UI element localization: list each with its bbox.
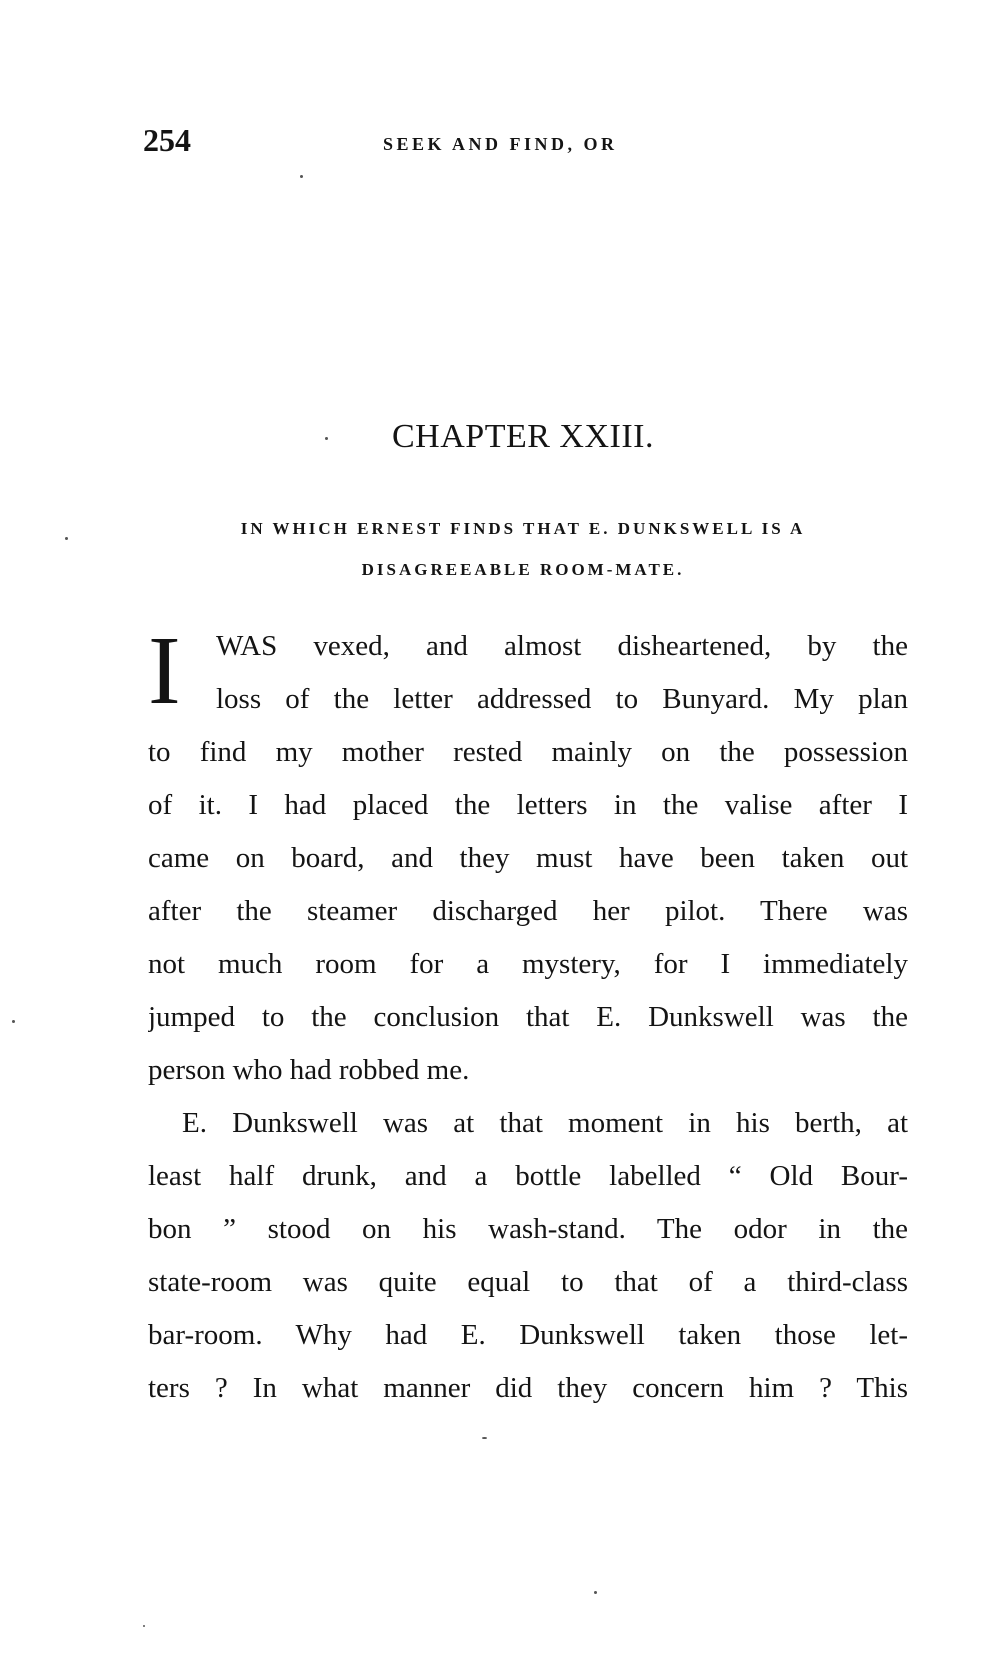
text-line: came on board, and they must have been taken out	[148, 842, 908, 874]
text-line: person who had robbed me.	[148, 1054, 470, 1086]
body-text	[148, 617, 908, 1415]
chapter-title: CHAPTER XXIII.	[392, 418, 654, 455]
text-line: ters ? In what manner did they concern him ? This	[148, 1372, 908, 1404]
chapter-subtitle	[143, 508, 903, 590]
scan-speck	[482, 1437, 487, 1439]
running-title: SEEK AND FIND, OR	[383, 134, 618, 154]
text-line: of it. I had placed the letters in the valise after I	[148, 789, 908, 821]
text-line: bon ” stood on his wash-stand. The odor in the	[148, 1213, 908, 1245]
running-head	[143, 122, 903, 162]
text-line: E. Dunkswell was at that moment in his berth, at	[182, 1107, 908, 1139]
scan-speck	[65, 537, 68, 540]
scan-speck	[143, 1625, 145, 1627]
chapter-subtitle-line: DISAGREEABLE ROOM-MATE.	[361, 560, 685, 579]
text-line: least half drunk, and a bottle labelled “ Old Bour-	[148, 1160, 908, 1192]
text-line: state-room was quite equal to that of a third-class	[148, 1266, 908, 1298]
page-number: 254	[143, 122, 191, 158]
text-line: after the steamer discharged her pilot. There was	[148, 895, 908, 927]
text-line: jumped to the conclusion that E. Dunkswell was the	[148, 1001, 908, 1033]
drop-cap: I	[148, 617, 181, 725]
scan-speck	[325, 437, 328, 440]
text-line: not much room for a mystery, for I immediately	[148, 948, 908, 980]
scan-speck	[12, 1020, 15, 1023]
scan-speck	[300, 175, 303, 178]
text-line: WAS vexed, and almost disheartened, by the	[216, 630, 908, 662]
scan-speck	[594, 1591, 597, 1594]
text-line: loss of the letter addressed to Bunyard. My plan	[216, 683, 908, 715]
chapter-subtitle-line: IN WHICH ERNEST FINDS THAT E. DUNKSWELL IS A	[240, 519, 806, 538]
text-line: to find my mother rested mainly on the possession	[148, 736, 908, 768]
text-line: bar-room. Why had E. Dunkswell taken those let-	[148, 1319, 908, 1351]
